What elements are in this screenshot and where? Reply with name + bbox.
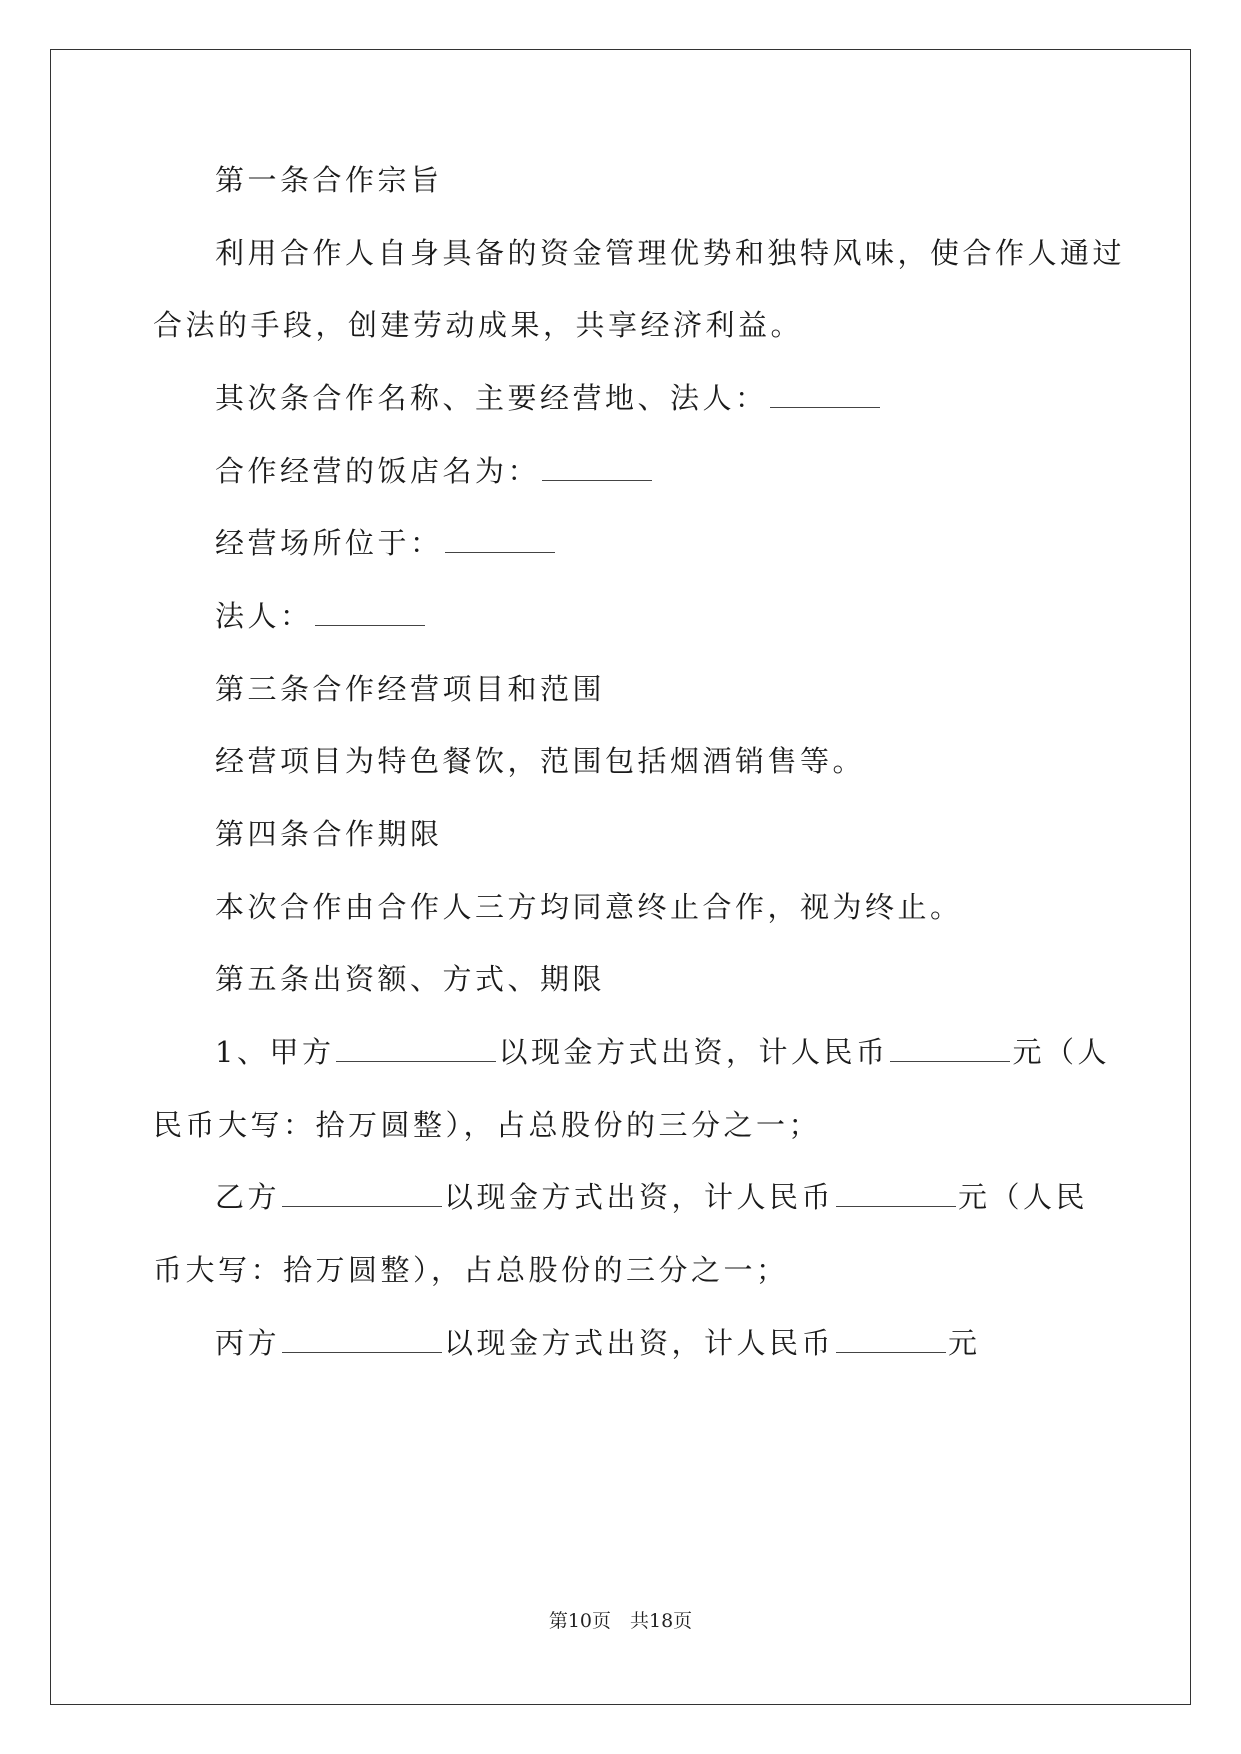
article-4-heading: 第四条合作期限: [215, 817, 443, 851]
party-c-line: [215, 1323, 981, 1363]
article-5-heading: 第五条出资额、方式、期限: [215, 962, 606, 996]
party-b-line: [215, 1177, 1088, 1217]
fill-blank: [282, 1180, 442, 1207]
fill-blank: [445, 526, 555, 553]
fill-blank: [336, 1035, 496, 1062]
fill-blank: [836, 1180, 956, 1207]
contribution-text: 以现金方式出资，计人民币: [444, 1180, 835, 1214]
legal-person-label: 法人：: [215, 599, 313, 633]
party-b-label: 乙方: [215, 1180, 281, 1214]
restaurant-name-label: 合作经营的饭店名为：: [215, 454, 541, 488]
party-a-line: [215, 1032, 1110, 1072]
paragraph-line: 利用合作人自身具备的资金管理优势和独特风味，使合作人通过: [215, 236, 1126, 270]
party-a-label: 1、甲方: [215, 1035, 335, 1069]
fill-blank: [542, 454, 652, 481]
location-line: [215, 523, 557, 563]
fill-blank: [282, 1326, 442, 1353]
party-c-label: 丙方: [215, 1326, 281, 1360]
paragraph-line: 经营项目为特色餐饮，范围包括烟酒销售等。: [215, 744, 866, 778]
article-1-heading: 第一条合作宗旨: [215, 163, 443, 197]
contribution-text: 以现金方式出资，计人民币: [444, 1326, 835, 1360]
paragraph-line: 本次合作由合作人三方均同意终止合作，视为终止。: [215, 890, 963, 924]
paragraph-line: 合法的手段，创建劳动成果，共享经济利益。: [153, 308, 804, 342]
paragraph-line: 民币大写：拾万圆整），占总股份的三分之一；: [153, 1108, 822, 1142]
article-2-heading: [215, 378, 882, 418]
article-2-text: 其次条合作名称、主要经营地、法人：: [215, 381, 768, 415]
fill-blank: [890, 1035, 1010, 1062]
amount-suffix: 元: [948, 1326, 981, 1360]
fill-blank: [836, 1326, 946, 1353]
page-frame: [50, 49, 1191, 1705]
amount-suffix: 元（人民: [958, 1180, 1089, 1214]
page-number: 第10页 共18页: [548, 1610, 693, 1632]
restaurant-name-line: [215, 451, 654, 491]
fill-blank: [315, 599, 425, 626]
paragraph-line: 币大写：拾万圆整），占总股份的三分之一；: [153, 1253, 789, 1287]
location-label: 经营场所位于：: [215, 526, 443, 560]
contribution-text: 以现金方式出资，计人民币: [498, 1035, 889, 1069]
fill-blank: [770, 381, 880, 408]
legal-person-line: [215, 596, 427, 636]
article-3-heading: 第三条合作经营项目和范围: [215, 672, 606, 706]
amount-suffix: 元（人: [1012, 1035, 1110, 1069]
